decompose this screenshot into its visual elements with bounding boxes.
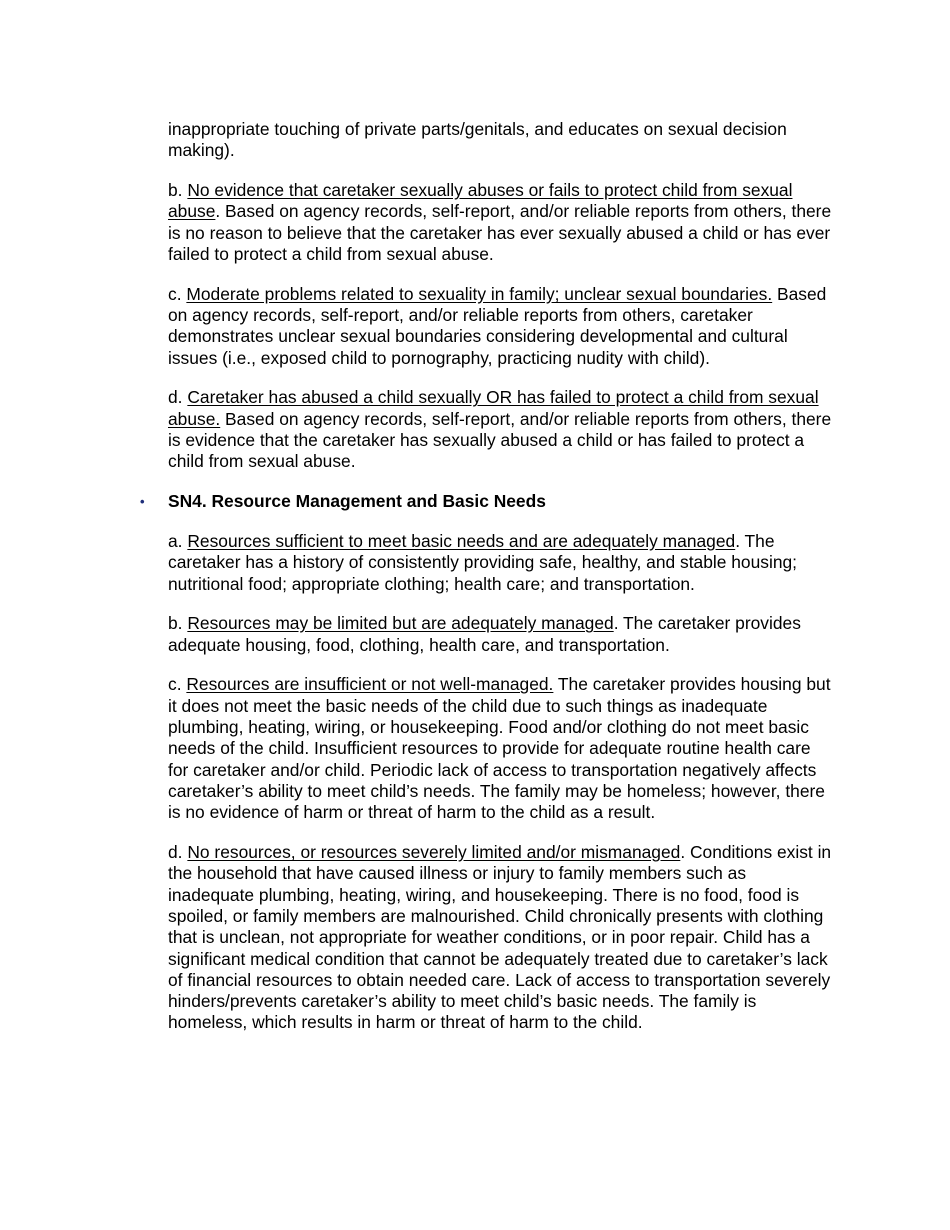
sn4-heading [140,491,833,512]
option-title: Moderate problems related to sexuality in family; unclear sexual boundaries. [186,283,773,304]
option-title: No evidence that caretaker sexually abuses or fails to protect child from sexual abuse [168,180,793,222]
sn4-option-d [168,842,833,1034]
option-letter: c. [168,283,182,304]
option-body: Based on agency records, self-report, and/or reliable reports from others, caretaker demonstrates unclear sexual boundaries considering developmental and cultural issues (i.e., exposed child to pornography, practicing nudity with child). [168,283,827,368]
bullet-icon: • [140,494,145,510]
option-letter: d. [168,387,183,408]
option-letter: c. [168,674,182,695]
option-letter: d. [168,842,183,863]
sn3-option-c [168,284,833,369]
sn4-option-c [168,674,833,823]
option-body: . Conditions exist in the household that have caused illness or injury to family members such as inadequate plumbing, heating, wiring, and housekeeping. There is no food, food is spoiled, or family members are malnourished. Child chronically presents with clothing that is unclean, not appropriate for weather conditions, or in poor repair. Child has a significant medical condition that cannot be adequately treated due to caretaker’s lack of financial resources to obtain needed care. Lack of access to transportation severely hinders/prevents caretaker’s ability to meet child’s basic needs. The family is homeless, which results in harm or threat of harm to the child. [168,842,832,1033]
option-body: . The caretaker provides adequate housing, food, clothing, health care, and transportation. [168,613,801,655]
section-title: SN4. Resource Management and Basic Needs [168,491,546,512]
option-body: . The caretaker has a history of consistently providing safe, healthy, and stable housing; nutritional food; appropriate clothing; health care; and transportation. [168,530,798,594]
paragraph-continuation [168,119,833,162]
option-letter: a. [168,530,183,551]
option-title: Caretaker has abused a child sexually OR has failed to protect a child from sexual abuse. [168,387,819,429]
option-title: No resources, or resources severely limited and/or mismanaged [187,842,681,863]
option-letter: b. [168,613,183,634]
option-title: Resources are insufficient or not well-managed. [186,674,554,695]
option-body: . Based on agency records, self-report, and/or reliable reports from others, there is no reason to believe that the caretaker has ever sexually abused a child or has ever failed to protect a child from sexual abuse. [168,201,832,264]
sn4-option-b [168,613,833,656]
sn3-option-b [168,180,833,265]
document-body [140,119,833,1052]
paragraph-text: inappropriate touching of private parts/genitals, and educates on sexual decision making). [168,119,787,161]
sn4-option-a [168,531,833,595]
option-title: Resources sufficient to meet basic needs and are adequately managed [187,530,736,551]
option-letter: b. [168,180,183,201]
option-title: Resources may be limited but are adequately managed [187,613,614,634]
sn3-option-d [168,387,833,472]
option-body: Based on agency records, self-report, and/or reliable reports from others, there is evidence that the caretaker has sexually abused a child or has failed to protect a child from sexual abuse. [168,408,832,472]
option-body: The caretaker provides housing but it does not meet the basic needs of the child due to such things as inadequate plumbing, heating, wiring, or housekeeping. Food and/or clothing do not meet basic needs of the child. Insufficient resources to provide for adequate routine health care for caretaker and/or child. Periodic lack of access to transportation negatively affects caretaker’s ability to meet child’s needs. The family may be homeless; however, there is no evidence of harm or threat of harm to the child as a result. [168,674,831,823]
